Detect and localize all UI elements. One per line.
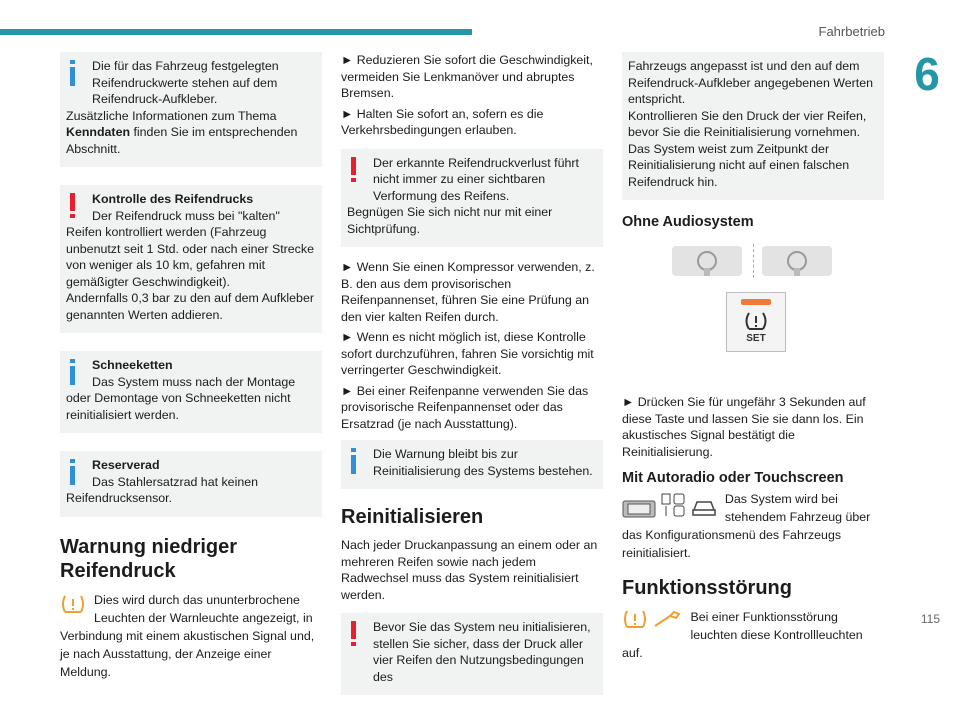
vehicle-settings-icon <box>660 492 686 518</box>
box-text-3: Das System weist zum Zeitpunkt der Reinitialisierung nicht auf einen falschen Reifendruck hin. <box>628 141 850 189</box>
box-text-2: Andernfalls 0,3 bar zu den auf dem Aufkleber genannten Werten addieren. <box>66 291 314 322</box>
info-text-2: Zusätzliche Informationen zum Thema Kenndaten finden Sie im entsprechenden Abschnitt. <box>66 108 298 156</box>
car-icon <box>691 496 717 518</box>
column-2 <box>341 52 603 713</box>
info-icon <box>70 60 75 86</box>
radio-paragraph: Das System wird bei stehendem Fahrzeug über das Konfigurationsmenü des Fahrzeugs reinitialisiert. <box>622 492 871 560</box>
warning-icon <box>351 621 356 647</box>
top-accent-bar <box>0 29 472 35</box>
box-text: Das Stahlersatzrad hat keinen Reifendrucksensor. <box>66 474 258 505</box>
box-text: Bevor Sie das System neu initialisieren, stellen Sie sicher, dass der Druck aller vier Reifen den Nutzungsbedingungen des <box>373 620 591 684</box>
heading-with-radio: Mit Autoradio oder Touchscreen <box>622 470 844 486</box>
heading-without-audio: Ohne Audiosystem <box>622 214 754 230</box>
touchscreen-menu-icon <box>622 500 656 518</box>
box-title: Schneeketten <box>92 358 173 372</box>
service-wrench-icon <box>652 608 682 630</box>
box-text: Die Warnung bleibt bis zur Reinitialisierung des Systems bestehen. <box>373 447 593 478</box>
box-text-2: Kontrollieren Sie den Druck der vier Reifen, bevor Sie die Reinitialisierung vornehmen. <box>628 108 867 139</box>
box-text: Das System muss nach der Montage oder Demontage von Schneeketten nicht reinitialisiert werden. <box>66 374 296 422</box>
separator <box>753 244 755 278</box>
box-title: Kontrolle des Reifendrucks <box>92 192 254 206</box>
info-icon <box>351 448 356 474</box>
rhd-steering-wheel-icon <box>762 246 832 276</box>
column-1 <box>60 52 322 681</box>
malfunction-paragraph: Bei einer Funktionsstörung leuchten diese Kontrollleuchten auf. <box>622 610 863 660</box>
dashboard-illustration <box>622 240 884 390</box>
instruction-reduce-speed: ► Reduzieren Sie sofort die Geschwindigkeit, vermeiden Sie Lenkmanöver und abruptes Bremsen. <box>341 53 593 100</box>
section-heading-reinitialise: Reinitialisieren <box>341 506 484 528</box>
warning-icon <box>351 157 356 183</box>
lhd-steering-wheel-icon <box>672 246 742 276</box>
info-box-spare-wheel <box>60 451 322 517</box>
info-icon <box>70 359 75 385</box>
box-text: Der erkannte Reifendruckverlust führt nicht immer zu einer sichtbaren Verformung des Reifens. <box>373 155 579 203</box>
info-box-snow-chains <box>60 351 322 433</box>
set-button[interactable] <box>726 292 786 352</box>
chapter-number: 6 <box>894 44 960 104</box>
box-text-2: Begnügen Sie sich nicht nur mit einer Sichtprüfung. <box>347 205 553 236</box>
info-text: Die für das Fahrzeug festgelegten Reifendruckwerte stehen auf dem Reifendruck-Aufkleber. <box>92 59 279 106</box>
box-title: Reserverad <box>92 458 160 472</box>
page-number: 115 <box>920 612 940 626</box>
warning-box-visual-check <box>341 149 603 248</box>
box-text: Fahrzeugs angepasst ist und den auf dem Reifendruck-Aufkleber angegebenen Werten entspricht. <box>628 59 873 106</box>
set-label: SET <box>746 333 766 344</box>
warning-box-check-pressure <box>60 185 322 333</box>
running-head: Fahrbetrieb <box>818 24 885 39</box>
instruction-drive-carefully: ► Wenn es nicht möglich ist, diese Kontrolle sofort durchzuführen, fahren Sie vorsichtig mit verringerter Geschwindigkeit. <box>341 330 594 377</box>
box-text: Der Reifendruck muss bei "kalten" Reifen kontrolliert werden (Fahrzeug unbenutzt seit 1 Std. oder nach einer Strecke von weniger als 10 km, gefahren mit gemäßigter Geschwindigkeit). <box>66 208 314 289</box>
info-box-tyre-pressure <box>60 52 322 167</box>
set-button-led <box>741 299 771 305</box>
warning-box-before-reinit <box>341 613 603 695</box>
instruction-press-set: ► Drücken Sie für ungefähr 3 Sekunden auf diese Taste und lassen Sie sie dann los. Ein akustisches Signal bestätigt die Reinitialisierung. <box>622 395 866 459</box>
info-box-warning-persists <box>341 440 603 489</box>
instruction-puncture: ► Bei einer Reifenpanne verwenden Sie das provisorische Reifenpannenset oder das Ersatzrad (je nach Ausstattung). <box>341 383 589 431</box>
section-heading-malfunction: Funktionsstörung <box>622 577 792 599</box>
tyre-pressure-icon <box>744 311 768 331</box>
tyre-pressure-warning-lamp-icon <box>622 608 648 630</box>
warning-box-continued <box>622 52 884 200</box>
low-pressure-paragraph: Dies wird durch das ununterbrochene Leuchten der Warnleuchte angezeigt, in Verbindung mit einem akustischen Signal und, je nach Ausstattung, der Anzeige einer Meldung. <box>60 592 315 679</box>
tyre-pressure-warning-lamp-icon <box>60 593 86 615</box>
instruction-stop: ► Halten Sie sofort an, sofern es die Verkehrsbedingungen erlauben. <box>341 106 544 137</box>
reinitialise-paragraph: Nach jeder Druckanpassung an einem oder an mehreren Reifen sowie nach jedem Radwechsel muss das System reinitialisiert werden. <box>341 538 598 602</box>
instruction-compressor: ► Wenn Sie einen Kompressor verwenden, z. B. den aus dem provisorischen Reifenpannenset, führen Sie eine Prüfung an den vier kalten Reifen durch. <box>341 260 595 324</box>
info-icon <box>70 459 75 485</box>
section-heading-low-pressure: Warnung niedriger Reifendruck <box>60 535 238 582</box>
column-3 <box>622 52 884 662</box>
warning-icon <box>70 193 75 219</box>
